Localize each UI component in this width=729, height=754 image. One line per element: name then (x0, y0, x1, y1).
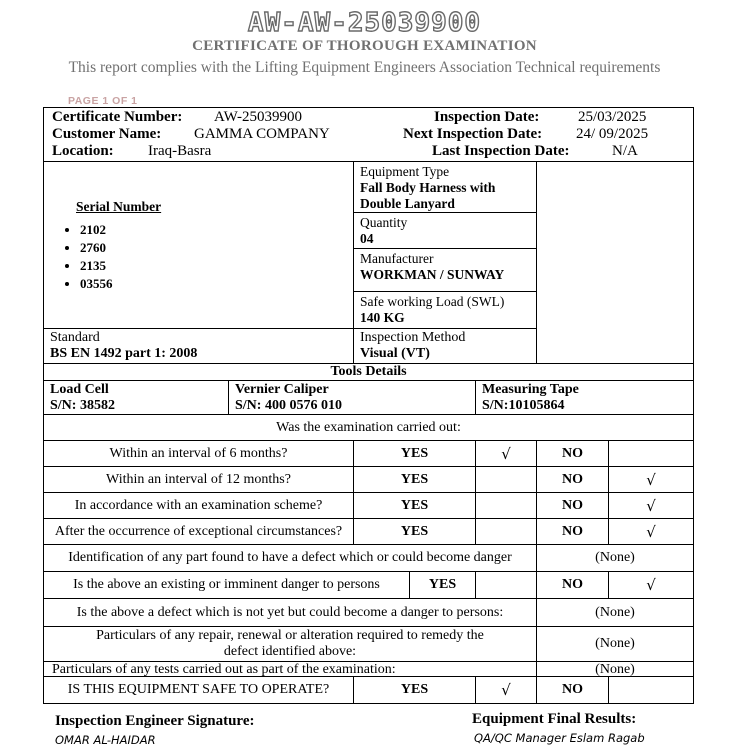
method-cell (354, 329, 537, 364)
exam-row (44, 441, 694, 467)
tool-measuring-tape (476, 381, 694, 415)
yes-label: YES (354, 441, 476, 467)
engineer-signature: OMAR AL-HAIDAR (55, 733, 156, 747)
identification-value: (None) (537, 545, 694, 572)
info-line-2 (52, 126, 685, 143)
safe-row (44, 677, 694, 704)
exam-question-row (44, 415, 694, 441)
manufacturer-label: Manufacturer (360, 251, 434, 266)
swl-value: 140 KG (360, 310, 405, 325)
info-line-1 (52, 109, 685, 126)
swl-label: Safe working Load (SWL) (360, 294, 505, 309)
exam-row-label: Within an interval of 12 months? (44, 467, 354, 493)
yes-label: YES (354, 519, 476, 545)
next-inspection-label: Next Inspection Date: (403, 126, 543, 142)
repair-value: (None) (537, 627, 694, 662)
tool-load-cell (44, 381, 229, 415)
safe-label: IS THIS EQUIPMENT SAFE TO OPERATE? (44, 677, 354, 704)
standard-cell (44, 329, 354, 364)
no-label: NO (537, 519, 609, 545)
method-value: Visual (VT) (360, 346, 430, 361)
manufacturer-value: WORKMAN / SUNWAY (360, 267, 505, 282)
document-code: AW-AW-25039900 (247, 8, 482, 38)
yes-label: YES (354, 677, 476, 704)
no-label: NO (537, 572, 609, 599)
quantity-label: Quantity (360, 215, 408, 230)
no-check: √ (609, 572, 694, 599)
tool-name: Load Cell (50, 381, 109, 397)
no-check: √ (609, 493, 694, 519)
no-check: √ (609, 467, 694, 493)
next-inspection-value: 24/ 09/2025 (576, 126, 649, 142)
yes-check (476, 572, 537, 599)
tests-row (44, 662, 694, 677)
exam-row (44, 493, 694, 519)
manager-signature: QA/QC Manager Eslam Ragab (474, 731, 645, 745)
repair-label: Particulars of any repair, renewal or alteration required to remedy the defect identified above: (44, 627, 537, 662)
equipment-type-cell (354, 162, 536, 213)
final-results-label: Equipment Final Results: (472, 711, 637, 727)
no-label: NO (537, 677, 609, 704)
exam-question: Was the examination carried out: (44, 415, 694, 441)
yes-check (476, 519, 537, 545)
serial-list (50, 221, 347, 293)
danger-label: Is the above an existing or imminent danger to persons (44, 572, 410, 599)
equipment-type-value: Fall Body Harness with Double Lanyard (360, 180, 496, 211)
quantity-value: 04 (360, 231, 374, 246)
document-title: CERTIFICATE OF THOROUGH EXAMINATION (192, 38, 537, 54)
info-line-3 (52, 143, 685, 160)
equipment-row (44, 162, 694, 329)
serial-cell (44, 162, 354, 329)
serial-item: • 03556 (80, 275, 347, 293)
exam-row-label: In accordance with an examination scheme? (44, 493, 354, 519)
standard-value: BS EN 1492 part 1: 2008 (50, 346, 198, 361)
cert-number-value: AW-25039900 (214, 109, 302, 125)
exam-row-label: After the occurrence of exceptional circumstances? (44, 519, 354, 545)
danger-row (44, 572, 694, 599)
location-value: Iraq-Basra (148, 143, 212, 159)
serial-item: • 2760 (80, 239, 347, 257)
method-label: Inspection Method (360, 330, 466, 345)
swl-cell (354, 292, 536, 328)
certificate-table (43, 107, 694, 704)
serial-item: • 2135 (80, 257, 347, 275)
equipment-details-cell (354, 162, 537, 329)
tool-serial: S/N: 38582 (50, 397, 115, 413)
tests-value: (None) (537, 662, 694, 677)
equipment-type-label: Equipment Type (360, 164, 450, 179)
identification-label: Identification of any part found to have a defect which or could become danger (44, 545, 537, 572)
future-defect-label: Is the above a defect which is not yet but could become a danger to persons: (44, 599, 537, 627)
no-label: NO (537, 441, 609, 467)
tools-heading-row (44, 364, 694, 381)
exam-row (44, 519, 694, 545)
tests-label: Particulars of any tests carried out as part of the examination: (44, 662, 537, 677)
blank-cell (537, 162, 694, 364)
quantity-cell (354, 213, 536, 249)
yes-label: YES (410, 572, 476, 599)
last-inspection-label: Last Inspection Date: (432, 143, 570, 159)
no-label: NO (537, 467, 609, 493)
yes-check (476, 467, 537, 493)
yes-check: √ (476, 441, 537, 467)
tools-row (44, 381, 694, 415)
standard-label: Standard (50, 330, 100, 345)
info-row (44, 108, 694, 162)
last-inspection-value: N/A (612, 143, 638, 159)
yes-check: √ (476, 677, 537, 704)
tool-vernier-caliper (229, 381, 476, 415)
yes-label: YES (354, 493, 476, 519)
tools-heading: Tools Details (44, 364, 694, 381)
serial-number-label: Serial Number (76, 199, 162, 214)
yes-label: YES (354, 467, 476, 493)
yes-check (476, 493, 537, 519)
inspection-date-label: Inspection Date: (434, 109, 540, 125)
no-check (609, 677, 694, 704)
identification-row (44, 545, 694, 572)
customer-name-value: GAMMA COMPANY (194, 126, 330, 142)
repair-row (44, 627, 694, 662)
no-label: NO (537, 493, 609, 519)
customer-name-label: Customer Name: (52, 126, 162, 142)
page-number: PAGE 1 OF 1 (68, 95, 138, 107)
no-check (609, 441, 694, 467)
location-label: Location: (52, 143, 114, 159)
tool-serial: S/N:10105864 (482, 397, 565, 413)
document-subtitle: This report complies with the Lifting Equipment Engineers Association Technical requirements (68, 59, 661, 76)
no-check: √ (609, 519, 694, 545)
tool-name: Vernier Caliper (235, 381, 329, 397)
serial-item: • 2102 (80, 221, 347, 239)
manufacturer-cell (354, 249, 536, 292)
engineer-signature-label: Inspection Engineer Signature: (55, 713, 255, 729)
tool-name: Measuring Tape (482, 381, 579, 397)
future-defect-value: (None) (537, 599, 694, 627)
inspection-date-value: 25/03/2025 (578, 109, 647, 125)
exam-row (44, 467, 694, 493)
future-defect-row (44, 599, 694, 627)
cert-number-label: Certificate Number: (52, 109, 183, 125)
tool-serial: S/N: 400 0576 010 (235, 397, 342, 413)
exam-row-label: Within an interval of 6 months? (44, 441, 354, 467)
